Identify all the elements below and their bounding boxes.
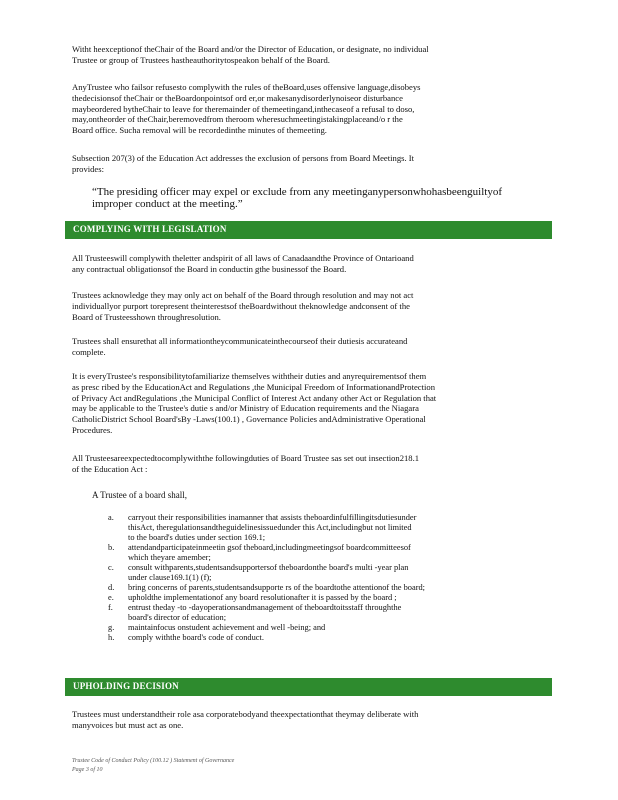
duty-letter: a. (108, 513, 114, 522)
section-title: COMPLYING WITH LEGISLATION (73, 224, 227, 234)
text-line: CatholicDistrict School Board'sBy -Laws(100.1) , Governance Policies andAdministrative Operational (72, 414, 426, 425)
text-line: thedecisionsof theChair or theBoardonpointsof ord er,or makesanydisorderlynoiseor disturbance (72, 92, 403, 103)
text-line: may,ontheorder of theChair,beremovedfrom theroom wheresuchmeetingistakingplaceand/o r the (72, 114, 403, 125)
paragraph-responsibility (72, 371, 540, 436)
paragraph-accurate (72, 336, 540, 358)
footer-title: Trustee Code of Conduct Policy (100.12 ) Statement of Governance (72, 758, 235, 764)
text-line: individuallyor purport torepresent theinterestsof theBoardwithout theknowledge andconsent of the (72, 300, 410, 311)
text-line: Subsection 207(3) of the Education Act addresses the exclusion of persons from Board Meetings. It (72, 153, 415, 163)
duty-line: carryout their responsibilities inamanner that assists theboardinfulfillingitsdutiesunder (128, 513, 417, 522)
paragraph-acknowledge (72, 290, 540, 322)
page-footer (72, 757, 234, 775)
duty-item-f (108, 603, 548, 623)
duty-item-g (108, 623, 548, 633)
section-title: UPHOLDING DECISION (73, 681, 179, 691)
text-line: of the Education Act : (72, 463, 148, 474)
paragraph-subsection (72, 153, 540, 175)
text-line: as presc ribed by the EducationAct and Regulations ,the Municipal Freedom of InformationandProtection (72, 381, 435, 392)
duty-letter: f. (108, 603, 113, 612)
paragraph-removal (72, 82, 540, 136)
duty-line: maintainfocus onstudent achievement and well -being; and (128, 623, 326, 632)
duty-letter: d. (108, 583, 115, 592)
duty-letter: h. (108, 633, 115, 642)
duty-line: comply withthe board's code of conduct. (128, 633, 264, 642)
duty-line: thisAct, theregulationsandtheguidelinesissuedunder this Act,includingbut not limited (128, 523, 412, 532)
text-line: of Privacy Act andRegulations ,the Municipal Conflict of Interest Act andany other Act or Regulation that (72, 392, 437, 403)
section-header-complying (65, 221, 552, 239)
text-line: complete. (72, 346, 106, 357)
paragraph-expected (72, 453, 540, 475)
page-number: Page 3 of 10 (72, 767, 103, 773)
text-line: Trustee or group of Trustees hastheauthoritytospeakon behalf of the Board. (72, 54, 330, 65)
quote-line: improper conduct at the meeting.” (92, 198, 243, 210)
duty-item-b (108, 543, 548, 563)
duty-item-h (108, 633, 548, 643)
duty-line: under clause169.1(1) (f); (128, 573, 212, 582)
text-line: manyvoices but must act as one. (72, 719, 184, 730)
text-line: It is everyTrustee's responsibilitytofamiliarize themselves withtheir duties and anyrequirementsof them (72, 371, 427, 381)
duty-line: board's director of education; (128, 613, 227, 622)
duty-item-c (108, 563, 548, 583)
duty-item-a (108, 513, 548, 543)
text-line: Trustees acknowledge they may only act on behalf of the Board through resolution and may not act (72, 290, 414, 300)
quote-line: “The presiding officer may expel or exclude from any meetinganypersonwhohasbeenguiltyof (92, 186, 503, 198)
duties-intro: A Trustee of a board shall, (92, 490, 187, 500)
duty-line: bring concerns of parents,studentsandsupporte rs of the boardtothe attentionof the board; (128, 583, 425, 592)
text-line: Trustees must understandtheir role asa corporatebodyand theexpectationthat theymay deliberate with (72, 709, 419, 719)
text-line: AnyTrustee who failsor refusesto complywith the rules of theBoard,uses offensive language,disobeys (72, 82, 421, 92)
text-line: may be applicable to the Trustee's dutie s and/or Ministry of Education requirements and the Niagara (72, 403, 419, 414)
text-line: any contractual obligationsof the Board in conductin gthe businessof the Board. (72, 263, 347, 274)
text-line: Board office. Sucha removal will be recordedinthe minutes of themeeting. (72, 125, 327, 136)
text-line: Trustees shall ensurethat all informationtheycommunicateinthecourseof their dutiesis accurateand (72, 336, 408, 346)
duty-letter: g. (108, 623, 115, 632)
duty-letter: c. (108, 563, 114, 572)
duty-item-d (108, 583, 548, 593)
duty-letter: e. (108, 593, 114, 602)
paragraph-collective (72, 709, 540, 731)
duty-letter: b. (108, 543, 115, 552)
text-line: Board of Trusteesshown throughresolution. (72, 311, 221, 322)
section-header-upholding (65, 678, 552, 696)
duty-item-e (108, 593, 548, 603)
duty-line: which theyare amember; (128, 553, 211, 562)
duty-line: consult withparents,studentsandsupportersof theboardonthe board's multi -year plan (128, 563, 409, 572)
duty-line: to the board's duties under section 169.1; (128, 533, 266, 542)
duty-line: entrust theday -to -dayoperationsandmanagement of theboardtoitsstaff throughthe (128, 603, 402, 612)
text-line: provides: (72, 163, 104, 174)
paragraph-comply-spirit (72, 253, 540, 275)
text-line: Witht heexceptionof theChair of the Board and/or the Director of Education, or designate, no individual (72, 44, 429, 54)
text-line: Procedures. (72, 424, 113, 435)
text-line: All Trusteeswill complywith theletter andspirit of all laws of Canadaandthe Province of Ontarioand (72, 253, 414, 263)
block-quote (92, 186, 532, 210)
duty-line: attendandparticipateinmeetin gsof theboard,includingmeetingsof boardcommitteesof (128, 543, 411, 552)
paragraph-chair-exception (72, 44, 540, 66)
duty-line: upholdthe implementationof any board resolutionafter it is passed by the board ; (128, 593, 397, 602)
duties-list (108, 513, 548, 643)
text-line: All Trusteesareexpectedtocomplywiththe followingduties of Board Trustee sas set out insection218.1 (72, 453, 420, 463)
text-line: maybeordered bytheChair to leave for theremainder of themeetingand,inthecaseof a refusal to doso, (72, 103, 415, 114)
